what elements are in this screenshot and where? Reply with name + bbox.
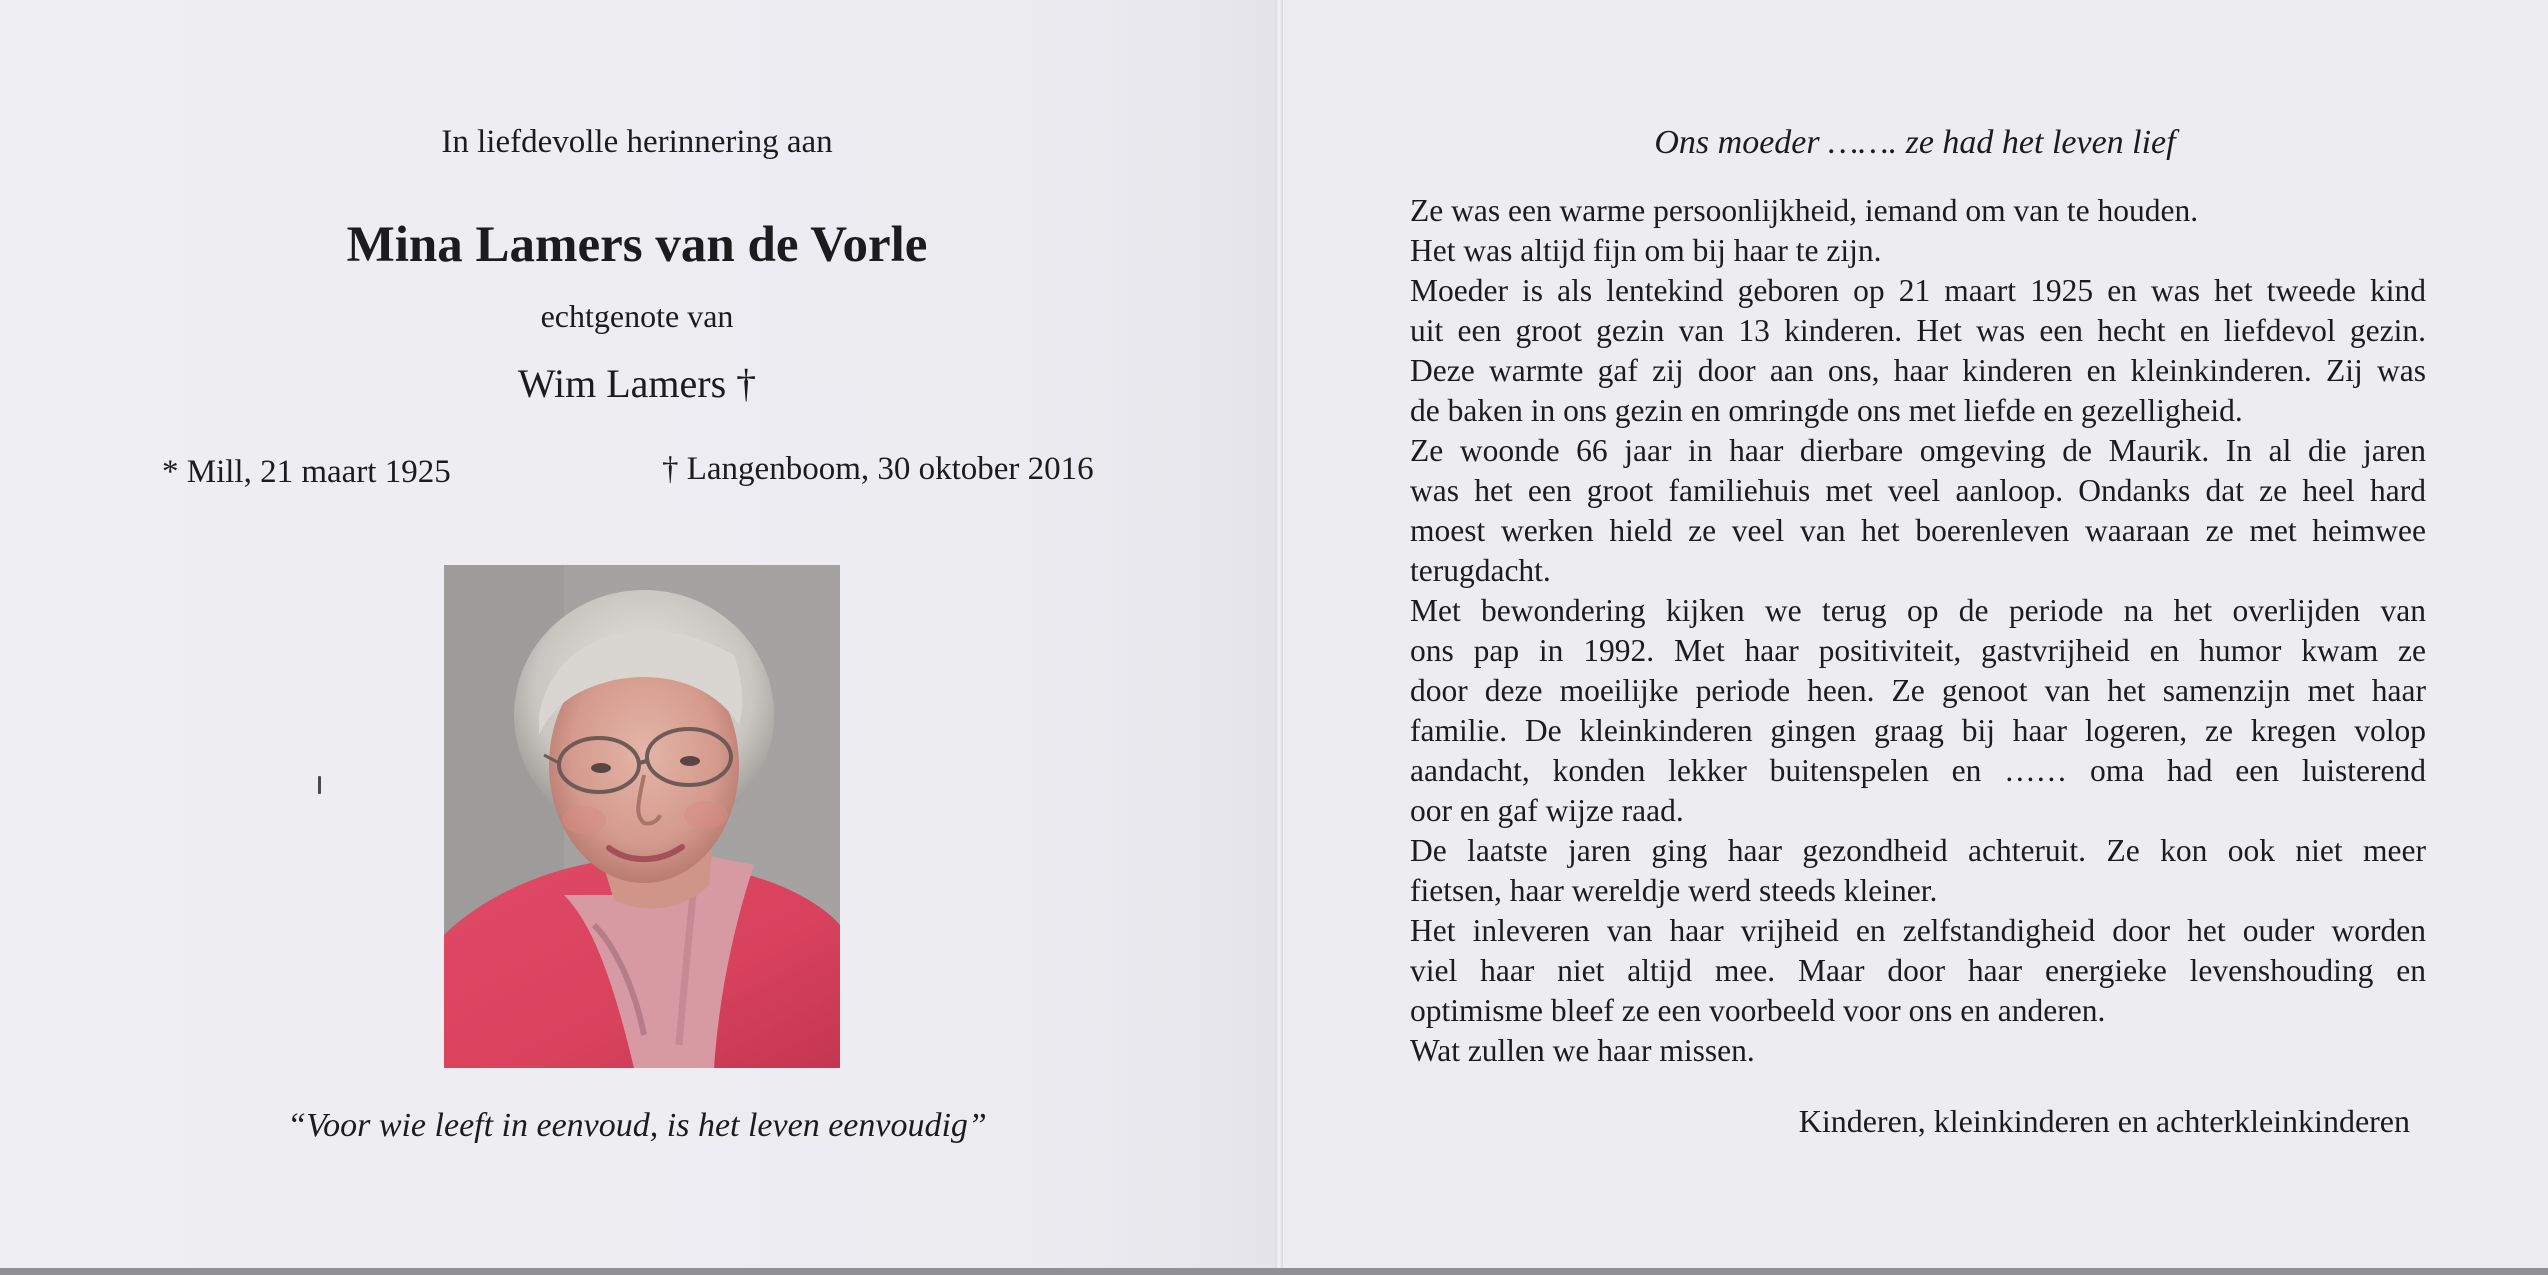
tribute-line: viel haar niet altijd mee. Maar door haar energieke levenshouding en <box>1410 953 2426 988</box>
spouse-label: echtgenote van <box>540 298 734 334</box>
tribute-line: Met bewondering kijken we terug op de periode na het overlijden van <box>1410 593 2426 628</box>
right-panel-heading: Ons moeder ……. ze had het leven lief <box>1654 124 2176 161</box>
portrait-photo <box>444 565 840 1068</box>
card-fold <box>1275 0 1283 1268</box>
tribute-line: Ze was een warme persoonlijkheid, iemand om van te houden. <box>1410 193 2199 228</box>
tribute-line: aandacht, konden lekker buitenspelen en …… oma had een luisterend <box>1410 753 2426 788</box>
tribute-line: de baken in ons gezin en omringde ons met liefde en gezelligheid. <box>1410 393 2243 428</box>
tribute-text <box>1410 191 2426 1071</box>
left-panel <box>0 0 1275 1268</box>
tribute-line: fietsen, haar wereldje werd steeds kleiner. <box>1410 873 1938 908</box>
tribute-line: Ze woonde 66 jaar in haar dierbare omgeving de Maurik. In al die jaren <box>1410 433 2426 468</box>
tribute-line: oor en gaf wijze raad. <box>1410 793 1684 828</box>
deceased-name: Mina Lamers van de Vorle <box>346 217 928 273</box>
tribute-line: terugdacht. <box>1410 553 1551 588</box>
tribute-line: was het een groot familiehuis met veel aanloop. Ondanks dat ze heel hard <box>1410 473 2426 508</box>
intro-text: In liefdevolle herinnering aan <box>441 124 833 160</box>
tribute-line: uit een groot gezin van 13 kinderen. Het was een hecht en liefdevol gezin. <box>1410 313 2426 348</box>
death-info: † Langenboom, 30 oktober 2016 <box>662 451 1094 487</box>
tribute-line: door deze moeilijke periode heen. Ze genoot van het samenzijn met haar <box>1410 673 2426 708</box>
card-bottom-edge <box>0 1268 2548 1275</box>
birth-info: * Mill, 21 maart 1925 <box>162 454 451 490</box>
tribute-line: Wat zullen we haar missen. <box>1410 1033 1755 1068</box>
motto-quote: “Voor wie leeft in eenvoud, is het leven eenvoudig” <box>287 1107 987 1144</box>
tribute-line: moest werken hield ze veel van het boerenleven waaraan ze met heimwee <box>1410 513 2426 548</box>
tribute-line: De laatste jaren ging haar gezondheid achteruit. Ze kon ook niet meer <box>1410 833 2426 868</box>
tribute-line: Het inleveren van haar vrijheid en zelfstandigheid door het ouder worden <box>1410 913 2426 948</box>
spouse-name: Wim Lamers † <box>517 361 757 406</box>
portrait-illustration <box>444 565 840 1068</box>
tribute-line: ons pap in 1992. Met haar positiviteit, gastvrijheid en humor kwam ze <box>1410 633 2426 668</box>
tribute-line: Deze warmte gaf zij door aan ons, haar kinderen en kleinkinderen. Zij was <box>1410 353 2426 388</box>
tribute-line: optimisme bleef ze een voorbeeld voor ons en anderen. <box>1410 993 2106 1028</box>
tribute-line: Moeder is als lentekind geboren op 21 maart 1925 en was het tweede kind <box>1410 273 2426 308</box>
tribute-line: familie. De kleinkinderen gingen graag bij haar logeren, ze kregen volop <box>1410 713 2426 748</box>
tribute-line: Het was altijd fijn om bij haar te zijn. <box>1410 233 1882 268</box>
signature-line: Kinderen, kleinkinderen en achterkleinkinderen <box>1798 1103 2410 1139</box>
paper-speck <box>318 776 321 794</box>
